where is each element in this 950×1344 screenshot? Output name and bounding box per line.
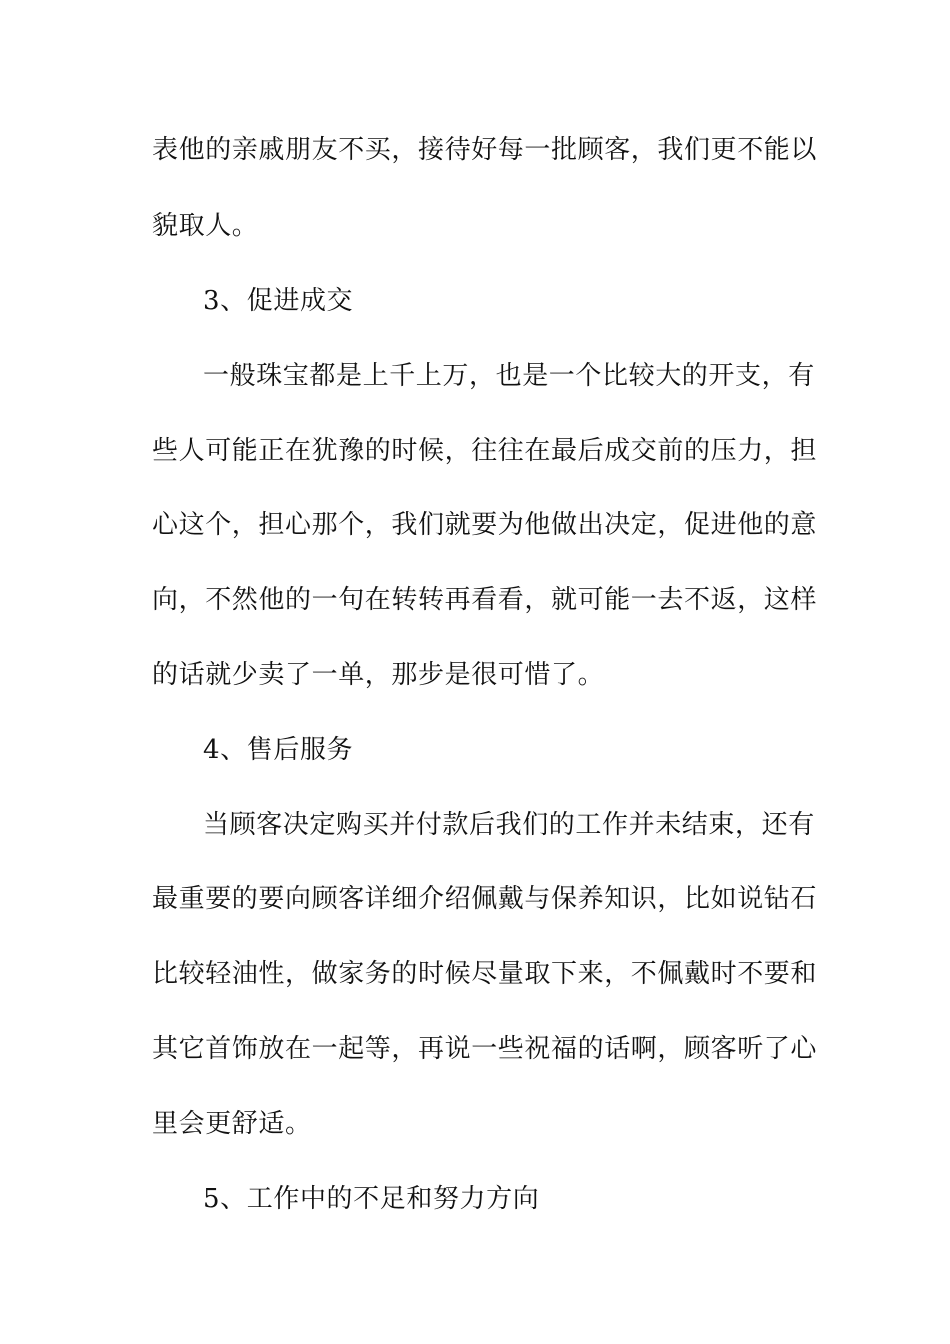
paragraph-line: 最重要的要向顾客详细介绍佩戴与保养知识，比如说钻石 — [152, 884, 818, 914]
paragraph-line: 当顾客决定购买并付款后我们的工作并未结束，还有 — [203, 810, 815, 840]
paragraph-line: 向，不然他的一句在转转再看看，就可能一去不返，这样 — [152, 585, 818, 615]
paragraph-line: 里会更舒适。 — [152, 1109, 312, 1139]
paragraph-line: 表他的亲戚朋友不买，接待好每一批顾客，我们更不能以 — [152, 135, 818, 165]
paragraph-line: 貌取人。 — [152, 211, 259, 241]
section-heading: 5、工作中的不足和努力方向 — [203, 1184, 540, 1214]
paragraph-line: 比较轻油性，做家务的时候尽量取下来，不佩戴时不要和 — [152, 959, 818, 989]
section-heading: 3、促进成交 — [203, 286, 354, 316]
paragraph-line: 些人可能正在犹豫的时候，往往在最后成交前的压力，担 — [152, 436, 818, 466]
paragraph-line: 心这个，担心那个，我们就要为他做出决定，促进他的意 — [152, 510, 818, 540]
paragraph-line: 的话就少卖了一单，那步是很可惜了。 — [152, 660, 605, 690]
paragraph-line: 一般珠宝都是上千上万，也是一个比较大的开支，有 — [203, 361, 815, 391]
section-heading: 4、售后服务 — [203, 735, 354, 765]
paragraph-line: 其它首饰放在一起等，再说一些祝福的话啊，顾客听了心 — [152, 1034, 818, 1064]
